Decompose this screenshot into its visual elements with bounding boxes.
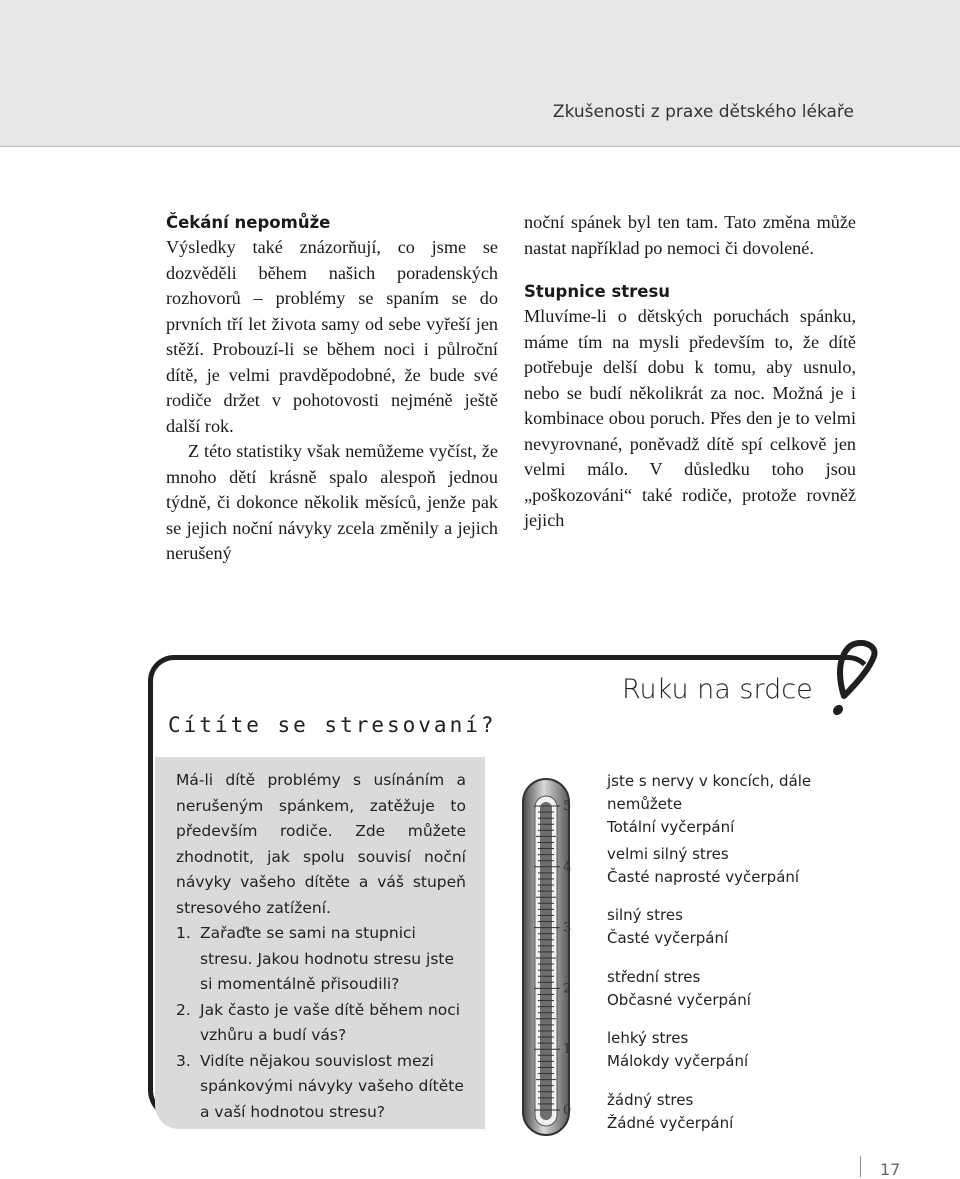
- exclamation-icon: [818, 640, 888, 722]
- tick-label: 4: [563, 859, 572, 875]
- stress-label: lehký stres: [607, 1029, 689, 1047]
- paragraph: noční spánek byl ten tam. Tato změna může nastat například po nemoci či dovolené.: [524, 212, 856, 258]
- tick-label: 3: [563, 920, 572, 936]
- exhaustion-label: Žádné vyčerpání: [607, 1114, 734, 1132]
- question-item: [176, 1049, 466, 1126]
- right-column: [524, 210, 856, 534]
- stress-label: žádný stres: [607, 1091, 694, 1109]
- stress-level-2: [607, 966, 867, 1012]
- question-number: 2.: [176, 1000, 191, 1019]
- tick-label: 2: [563, 981, 572, 997]
- exhaustion-label: Totální vyčerpání: [607, 818, 735, 836]
- question-list: [176, 921, 466, 1125]
- tick-label: 0: [563, 1103, 572, 1118]
- box-label: Ruku na srdce: [622, 674, 813, 705]
- stress-level-0: [607, 1089, 867, 1135]
- question-text: Zařaďte se sami na stupnici stresu. Jakou hodnotu stresu jste si momentálně přisoudili?: [200, 924, 455, 993]
- tick-label: 1: [563, 1042, 572, 1058]
- paragraph: Mluvíme-li o dětských poruchách spánku, máme tím na mysli především to, že dítě potřebuje delší dobu k tomu, aby usnulo, nebo se budí několikrát za noc. Možná je i kombinace obou poruch. Přes den je to velmi nevyrovnané, poněvadž dítě spí celkově jen velmi málo. V důsledku toho jsou „poškozováni“ také rodiče, protože rovněž jejich: [524, 306, 856, 530]
- question-number: 1.: [176, 924, 191, 942]
- stress-level-1: [607, 1027, 867, 1073]
- stress-level-5: [607, 770, 867, 839]
- question-item: [176, 998, 466, 1049]
- page-header: [0, 0, 960, 147]
- question-item: [176, 921, 466, 998]
- question-text: Jak často je vaše dítě během noci vzhůru a budí vás?: [200, 1000, 461, 1044]
- question-number: 3.: [176, 1051, 191, 1070]
- exhaustion-label: Málokdy vyčerpání: [607, 1052, 749, 1070]
- exhaustion-label: Časté vyčerpání: [607, 929, 729, 947]
- stress-label: silný stres: [607, 906, 683, 924]
- page-number: 17: [880, 1160, 901, 1179]
- stress-label: jste s nervy v koncích, dále nemůžete: [607, 772, 812, 813]
- left-column: [166, 210, 498, 567]
- tick-label: 5: [563, 799, 572, 814]
- exhaustion-label: Občasné vyčerpání: [607, 991, 751, 1009]
- paragraph: Výsledky také znázorňují, co jsme se dozvěděli během našich poradenských rozhovorů – problémy se spaním se do prvních tří let života samy od sebe vyřeší jen stěží. Probouzí-li se během noci i půlroční dítě, je velmi pravděpodobné, že bude své rodiče držet v pohotovosti nejméně ještě další rok.: [166, 237, 498, 436]
- stress-level-3: [607, 904, 867, 950]
- running-title: Zkušenosti z praxe dětského lékaře: [552, 102, 854, 122]
- section-heading-waiting: Čekání nepomůže: [166, 213, 331, 232]
- question-text: Vidíte nějakou souvislost mezi spánkovými návyky vašeho dítěte a vaší hodnotou stresu?: [200, 1051, 464, 1121]
- box-intro: Má-li dítě problémy s usínáním a nerušeným spánkem, zatěžuje to především rodiče. Zde můžete zhodnotit, jak spolu souvisí noční návyky vašeho dítěte a váš stupeň stresového zatížení.: [176, 771, 466, 917]
- stress-level-4: [607, 843, 867, 889]
- page-number-rule: [860, 1156, 861, 1177]
- paragraph: Z této statistiky však nemůžeme vyčíst, že mnoho dětí krásně spalo alespoň jednou týdně, či dokonce několik měsíců, jenže pak se jejich noční návyky zcela změnily a jejich nerušený: [166, 441, 498, 563]
- stress-label: velmi silný stres: [607, 845, 729, 863]
- box-title: Cítíte se stresovaní?: [168, 713, 497, 737]
- box-text: [176, 768, 466, 1125]
- section-heading-stress-scale: Stupnice stresu: [524, 282, 671, 301]
- exhaustion-label: Časté naprosté vyčerpání: [607, 868, 800, 886]
- thermometer-icon: [520, 776, 584, 1138]
- stress-label: střední stres: [607, 968, 701, 986]
